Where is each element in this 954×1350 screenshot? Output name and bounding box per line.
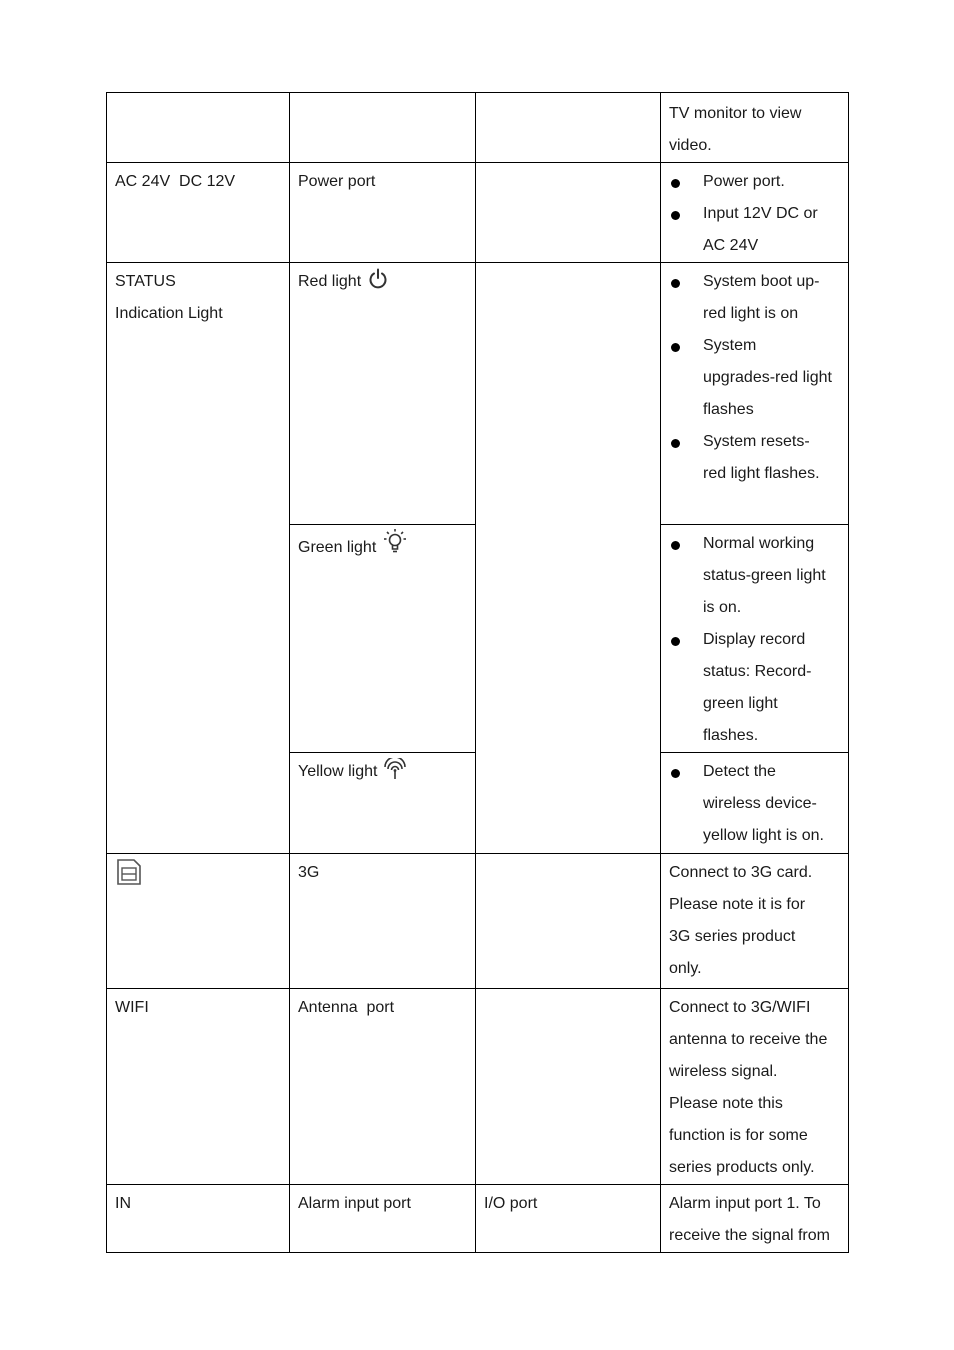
- wifi-label-cell: [107, 989, 290, 1185]
- row0-col2-cell: [290, 93, 476, 163]
- in-label: IN: [115, 1195, 131, 1212]
- bullet-item: System boot up- red light is on: [669, 266, 840, 330]
- bullet-list: [669, 528, 840, 752]
- bullet-list: [669, 756, 840, 852]
- desc-line: Connect to 3G/WIFI: [669, 999, 811, 1016]
- bullet-list: [669, 166, 840, 262]
- row0-col3-cell: [476, 93, 661, 163]
- wireless-signal-icon: [384, 758, 406, 780]
- sim-card-icon: [117, 859, 141, 885]
- antenna-port-cell: [290, 989, 476, 1185]
- wifi-label: WIFI: [115, 999, 149, 1016]
- green-light-cell: [290, 525, 476, 753]
- green-light-label: Green light: [298, 539, 377, 556]
- power-description: [661, 163, 849, 263]
- desc-line: 3G series product: [669, 928, 796, 945]
- power-icon: [368, 268, 388, 290]
- red-light-label: Red light: [298, 273, 362, 290]
- yellow-light-cell: [290, 753, 476, 854]
- bullet-item: Display record status: Record- green light flashes.: [669, 624, 840, 752]
- bullet-list: [669, 266, 840, 490]
- row0-col1-cell: [107, 93, 290, 163]
- table-row: [107, 163, 849, 263]
- power-label: AC 24V DC 12V: [115, 173, 236, 190]
- bullet-item: System resets- red light flashes.: [669, 426, 840, 490]
- io-port-type: I/O port: [484, 1195, 538, 1212]
- row3-col3-cell: [476, 854, 661, 989]
- antenna-port-name: Antenna port: [298, 999, 395, 1016]
- desc-line: Please note it is for: [669, 896, 806, 913]
- 3g-port-name: 3G: [298, 864, 320, 881]
- status-sublabel: Indication Light: [115, 305, 223, 322]
- desc-line: Alarm input port 1. To: [669, 1195, 821, 1212]
- table-row: [107, 1185, 849, 1253]
- status-label: STATUS: [115, 273, 176, 290]
- sim-card-cell: [107, 854, 290, 989]
- 3g-description: [661, 854, 849, 989]
- bullet-item: System upgrades-red light flashes: [669, 330, 840, 426]
- desc-line: wireless signal.: [669, 1063, 778, 1080]
- alarm-input-cell: [290, 1185, 476, 1253]
- in-label-cell: [107, 1185, 290, 1253]
- alarm-input-description: [661, 1185, 849, 1253]
- desc-line: antenna to receive the: [669, 1031, 828, 1048]
- desc-line: function is for some: [669, 1127, 808, 1144]
- table-row: [107, 263, 849, 525]
- power-port-cell: [290, 163, 476, 263]
- wifi-description: [661, 989, 849, 1185]
- io-port-cell: [476, 1185, 661, 1253]
- 3g-port-cell: [290, 854, 476, 989]
- table-row: [107, 989, 849, 1185]
- bullet-item: Power port.: [669, 166, 840, 198]
- bullet-item: Detect the wireless device- yellow light is on.: [669, 756, 840, 852]
- power-port-name: Power port: [298, 173, 376, 190]
- yellow-light-label: Yellow light: [298, 763, 378, 780]
- status-col3-cell: [476, 263, 661, 854]
- desc-line: receive the signal from: [669, 1227, 830, 1244]
- red-light-description: [661, 263, 849, 525]
- yellow-light-description: [661, 753, 849, 854]
- port-spec-table: [106, 92, 849, 1253]
- red-light-cell: [290, 263, 476, 525]
- table-row: [107, 93, 849, 163]
- green-light-description: [661, 525, 849, 753]
- table-row: [107, 854, 849, 989]
- desc-line: TV monitor to view: [669, 105, 802, 122]
- desc-line: only.: [669, 960, 702, 977]
- row4-col3-cell: [476, 989, 661, 1185]
- bullet-item: Input 12V DC or AC 24V: [669, 198, 840, 262]
- power-label-cell: [107, 163, 290, 263]
- desc-line: Connect to 3G card.: [669, 864, 813, 881]
- alarm-input-port-name: Alarm input port: [298, 1195, 411, 1212]
- lightbulb-icon: [383, 528, 407, 554]
- row1-col3-cell: [476, 163, 661, 263]
- bullet-item: Normal working status-green light is on.: [669, 528, 840, 624]
- desc-line: video.: [669, 137, 712, 154]
- desc-line: series products only.: [669, 1159, 815, 1176]
- status-label-cell: [107, 263, 290, 854]
- desc-line: Please note this: [669, 1095, 783, 1112]
- row0-description: [661, 93, 849, 163]
